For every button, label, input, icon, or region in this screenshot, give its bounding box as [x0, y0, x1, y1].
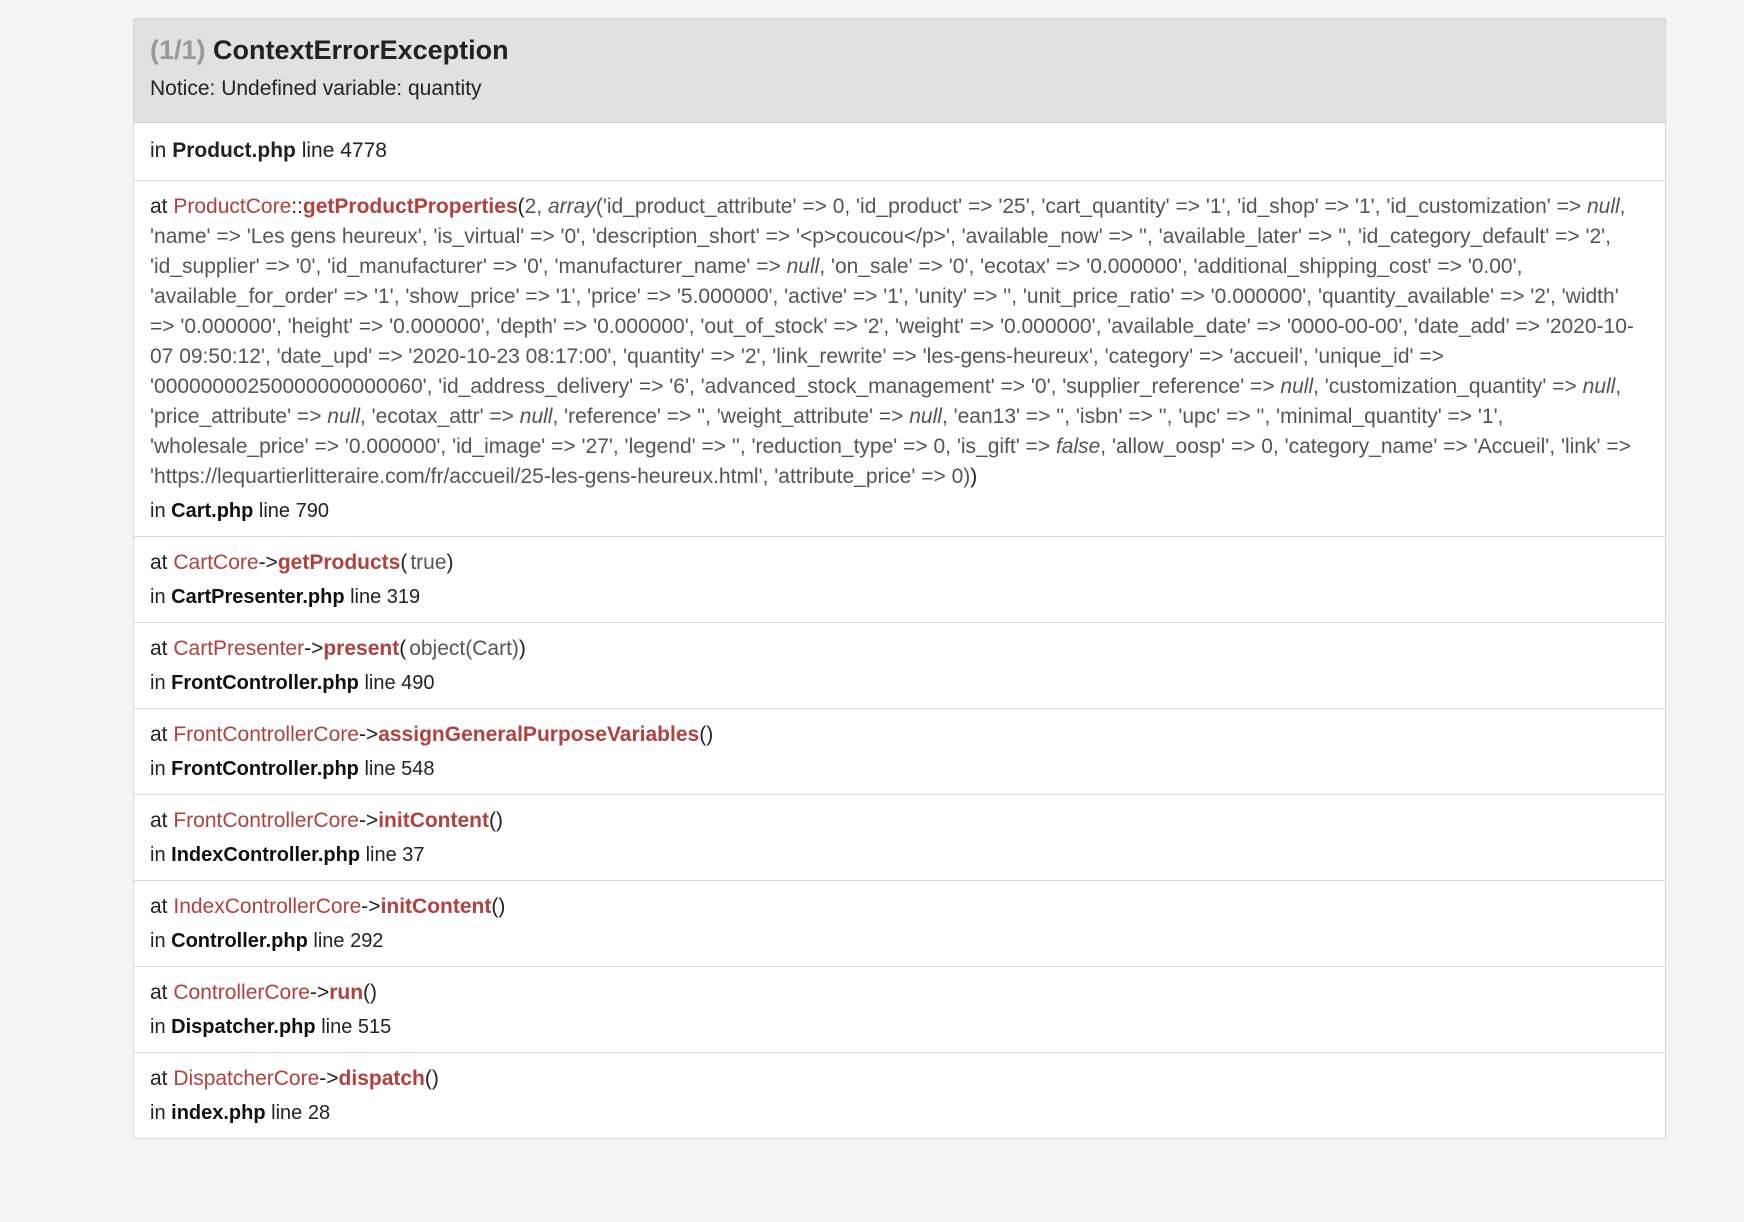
- trace-line: line 28: [271, 1102, 331, 1124]
- trace-file: index.php: [171, 1102, 266, 1124]
- exception-message: Notice: Undefined variable: quantity: [150, 77, 482, 100]
- trace-open-paren: (: [399, 637, 407, 660]
- trace-row: [134, 967, 1665, 1053]
- trace-open-paren: (: [424, 1067, 432, 1090]
- trace-location: [150, 1098, 1649, 1128]
- trace-open-paren: (: [517, 195, 525, 218]
- trace-open-paren: (: [489, 809, 497, 832]
- trace-line: line 548: [364, 758, 435, 780]
- trace-row: [134, 181, 1665, 537]
- trace-args-type: object: [409, 637, 466, 660]
- trace-method: getProducts: [277, 551, 401, 574]
- trace-open-paren: (: [363, 981, 371, 1004]
- trace-method: initContent: [378, 809, 490, 832]
- trace-in: in: [150, 758, 166, 780]
- trace-in: in: [150, 672, 166, 694]
- trace-sep: ->: [319, 1067, 339, 1090]
- trace-at: at: [150, 1067, 168, 1090]
- trace-call: [150, 806, 1649, 836]
- trace-close-paren: ): [496, 809, 504, 832]
- trace-row: [134, 1053, 1665, 1138]
- trace-file: Controller.php: [171, 930, 308, 952]
- trace-row: [134, 623, 1665, 709]
- trace-class: ControllerCore: [173, 981, 310, 1004]
- trace-method: initContent: [380, 895, 492, 918]
- trace-file: FrontController.php: [171, 758, 359, 780]
- trace-line: line 790: [258, 500, 329, 522]
- trace-origin: [134, 123, 1665, 181]
- trace-at: at: [150, 195, 168, 218]
- trace-class: ProductCore: [173, 195, 292, 218]
- trace-close-paren: ): [431, 1067, 439, 1090]
- trace-in: in: [150, 500, 166, 522]
- trace-at: at: [150, 981, 168, 1004]
- trace-in: in: [150, 586, 166, 608]
- trace-line: line 292: [313, 930, 384, 952]
- trace-close-paren: ): [370, 981, 378, 1004]
- trace-in: in: [150, 1016, 166, 1038]
- trace-file: Cart.php: [171, 500, 254, 522]
- trace-method: assignGeneralPurposeVariables: [378, 723, 700, 746]
- trace-location: [150, 496, 1649, 526]
- trace-open-paren: (: [491, 895, 499, 918]
- origin-prefix: in: [150, 139, 167, 162]
- trace-close-paren: ): [706, 723, 714, 746]
- trace-in: in: [150, 844, 166, 866]
- trace-row: [134, 709, 1665, 795]
- trace-sep: ->: [258, 551, 278, 574]
- trace-args: true: [410, 551, 447, 574]
- trace-sep: ->: [361, 895, 381, 918]
- trace-sep: ->: [358, 809, 379, 832]
- trace-class: FrontControllerCore: [173, 723, 359, 746]
- exception-block: [133, 18, 1666, 1139]
- trace-method: run: [329, 981, 364, 1004]
- trace-line: line 37: [365, 844, 425, 866]
- trace-method: dispatch: [338, 1067, 425, 1090]
- trace-file: IndexController.php: [171, 844, 361, 866]
- trace-args: (Cart): [465, 637, 519, 660]
- trace-args: 2, array('id_product_attribute' => 0, 'id_product' => '25', 'cart_quantity' => '1', 'id_shop' => '1', 'id_customization' => null, 'name' => 'Les gens heureux', 'is_virtual' => '0', 'description_short' => '<p>coucou</p>', 'available_now' => '', 'available_later' => '', 'id_category_default' => '2', 'id_supplier' => '0', 'id_manufacturer' => '0', 'manufacturer_name' => null, 'on_sale' => '0', 'ecotax' => '0.000000', 'additional_shipping_cost' => '0.00', 'available_for_order' => '1', 'show_price' => '1', 'price' => '5.000000', 'active' => '1', 'unity' => '', 'unit_price_ratio' => '0.000000', 'quantity_available' => '2', 'width' => '0.000000', 'height' => '0.000000', 'depth' => '0.000000', 'out_of_stock' => '2', 'weight' => '0.000000', 'available_date' => '0000-00-00', 'date_add' => '2020-10-07 09:50:12', 'date_upd' => '2020-10-23 08:17:00', 'quantity' => '2', 'link_rewrite' => 'les-gens-heureux', 'category' => 'accueil', 'unique_id' => '00000000250000000000060', 'id_address_delivery' => '6', 'advanced_stock_management' => '0', 'supplier_reference' => null, 'customization_quantity' => null, 'price_attribute' => null, 'ecotax_attr' => null, 'reference' => '', 'weight_attribute' => null, 'ean13' => '', 'isbn' => '', 'upc' => '', 'minimal_quantity' => '1', 'wholesale_price' => '0.000000', 'id_image' => '27', 'legend' => '', 'reduction_type' => 0, 'is_gift' => false, 'allow_oosp' => 0, 'category_name' => 'Accueil', 'link' => 'https://lequartierlitteraire.com/fr/accueil/25-les-gens-heureux.html', 'attribute_price' => 0): [150, 195, 1634, 488]
- trace-call: [150, 892, 1649, 922]
- trace-row: [134, 881, 1665, 967]
- trace-file: FrontController.php: [171, 672, 359, 694]
- trace-line: line 490: [364, 672, 435, 694]
- trace-class: CartCore: [173, 551, 259, 574]
- trace-close-paren: ): [518, 637, 526, 660]
- trace-close-paren: ): [498, 895, 506, 918]
- trace-at: at: [150, 723, 168, 746]
- trace-call: [150, 978, 1649, 1008]
- exception-counter: (1/1): [150, 35, 206, 65]
- trace-location: [150, 1012, 1649, 1042]
- trace-row: [134, 795, 1665, 881]
- trace-method: present: [323, 637, 400, 660]
- trace-at: at: [150, 809, 168, 832]
- trace-location: [150, 582, 1649, 612]
- trace-location: [150, 840, 1649, 870]
- trace-row: [134, 537, 1665, 623]
- trace-at: at: [150, 895, 168, 918]
- trace-line: line 515: [321, 1016, 392, 1038]
- trace-at: at: [150, 637, 168, 660]
- trace-close-paren: ): [446, 551, 454, 574]
- trace-close-paren: ): [970, 465, 978, 488]
- trace-location: [150, 754, 1649, 784]
- trace-call: [150, 720, 1649, 750]
- trace-method: getProductProperties: [302, 195, 518, 218]
- exception-name: ContextErrorException: [213, 35, 509, 65]
- trace-location: [150, 668, 1649, 698]
- trace-class: DispatcherCore: [173, 1067, 320, 1090]
- exception-header: [134, 19, 1665, 123]
- trace-sep: ->: [304, 637, 324, 660]
- trace-line: line 319: [350, 586, 421, 608]
- origin-line: line 4778: [301, 139, 387, 162]
- trace-call: [150, 1064, 1649, 1094]
- trace-class: IndexControllerCore: [173, 895, 362, 918]
- origin-file: Product.php: [172, 139, 296, 162]
- trace-location: [150, 926, 1649, 956]
- stack-trace: [134, 123, 1665, 1138]
- trace-sep: ::: [291, 195, 303, 218]
- trace-class: CartPresenter: [173, 637, 305, 660]
- trace-in: in: [150, 930, 166, 952]
- trace-in: in: [150, 1102, 166, 1124]
- trace-class: FrontControllerCore: [173, 809, 359, 832]
- trace-file: CartPresenter.php: [171, 586, 345, 608]
- trace-call: [150, 192, 1649, 492]
- trace-call: [150, 548, 1649, 578]
- trace-open-paren: (: [400, 551, 408, 574]
- exception-title: [150, 33, 1649, 67]
- trace-sep: ->: [358, 723, 379, 746]
- trace-file: Dispatcher.php: [171, 1016, 316, 1038]
- trace-call: [150, 634, 1649, 664]
- trace-open-paren: (: [699, 723, 707, 746]
- trace-at: at: [150, 551, 168, 574]
- trace-sep: ->: [309, 981, 330, 1004]
